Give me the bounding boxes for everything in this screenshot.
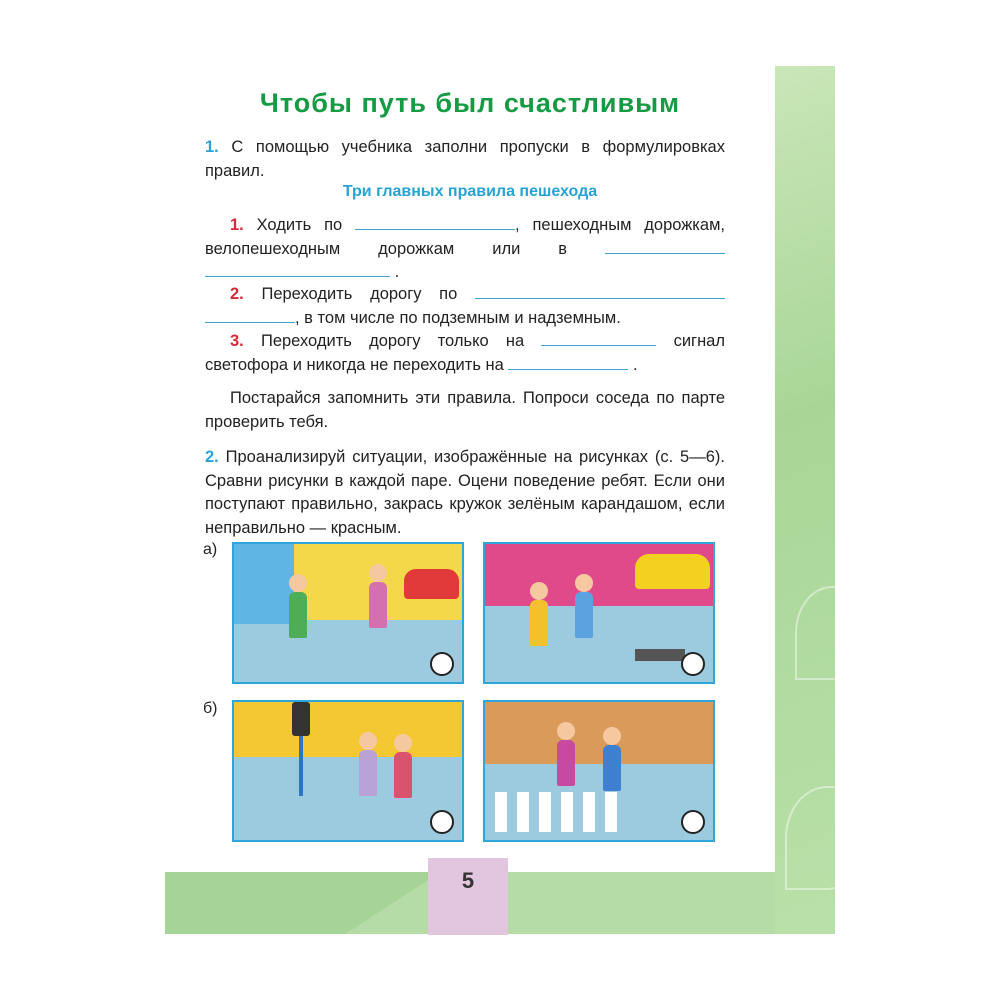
- fill-blank[interactable]: [508, 355, 628, 370]
- fill-blank[interactable]: [205, 262, 390, 277]
- child: [603, 727, 621, 745]
- fill-blank[interactable]: [605, 239, 725, 254]
- child: [575, 574, 593, 592]
- answer-circle[interactable]: [430, 810, 454, 834]
- child: [394, 734, 412, 752]
- task-number: 2.: [205, 448, 219, 466]
- task-2: [205, 446, 725, 540]
- rule-1: [205, 214, 725, 285]
- child: [359, 750, 377, 796]
- illustration-b2: [483, 700, 715, 842]
- child: [369, 564, 387, 582]
- traffic-light-icon: [292, 702, 310, 736]
- answer-circle[interactable]: [430, 652, 454, 676]
- fill-blank[interactable]: [205, 308, 295, 323]
- rules-heading: Три главных правила пешехода: [342, 183, 598, 200]
- child: [557, 740, 575, 786]
- car: [635, 554, 710, 589]
- illustration-a1: [232, 542, 464, 684]
- child: [359, 732, 377, 750]
- crosswalk: [495, 792, 625, 832]
- fill-blank[interactable]: [541, 331, 656, 346]
- page-number: 5: [428, 858, 508, 935]
- child: [394, 752, 412, 798]
- fill-blank[interactable]: [475, 284, 725, 299]
- leaf-icon: [795, 586, 869, 680]
- page-title: Чтобы путь был счастливым: [259, 88, 681, 118]
- rule-text: , пешеходным дорожкам, велопешеходным дорожкам или в: [205, 216, 725, 258]
- rule-2: [205, 283, 725, 330]
- child: [575, 592, 593, 638]
- rule-text: сигнал светофора и никогда не переходить на: [205, 332, 725, 374]
- leaf-icon: [785, 786, 869, 890]
- illustration-b1: [232, 700, 464, 842]
- row-label-b: б): [203, 700, 218, 717]
- task-number: 1.: [205, 138, 219, 156]
- rule-text: .: [632, 355, 638, 374]
- child: [557, 722, 575, 740]
- rule-text: Ходить по: [256, 216, 343, 234]
- task-text: С помощью учебника заполни пропуски в формулировках правил.: [205, 138, 725, 180]
- rule-number: 2.: [230, 285, 244, 303]
- task-1: [205, 136, 725, 183]
- child: [369, 582, 387, 628]
- rule-text: .: [394, 263, 400, 281]
- rule-number: 1.: [230, 216, 244, 234]
- task-text: Проанализируй ситуации, изображённые на рисунках (с. 5—6). Сравни рисунки в каждой паре. Оцени поведение ребят. Если они поступают правильно, закрась кружок зелёным карандашом, если неправильно — красным.: [205, 448, 725, 537]
- rule-text: Переходить дорогу только на: [260, 332, 525, 350]
- illustration-a2: [483, 542, 715, 684]
- reminder-text: Постарайся запомнить эти правила. Попроси соседа по парте проверить тебя.: [205, 389, 725, 431]
- child: [289, 574, 307, 592]
- rule-text: , в том числе по подземным и надземным.: [295, 308, 621, 327]
- row-label-a: а): [203, 541, 218, 558]
- rule-text: Переходить дорогу по: [261, 285, 458, 303]
- child: [530, 600, 548, 646]
- drain-grate: [635, 649, 685, 661]
- car: [404, 569, 459, 599]
- child: [289, 592, 307, 638]
- rule-3: [205, 330, 725, 377]
- child: [530, 582, 548, 600]
- child: [603, 745, 621, 791]
- answer-circle[interactable]: [681, 810, 705, 834]
- traffic-light-pole: [299, 736, 303, 796]
- rule-number: 3.: [230, 332, 244, 350]
- fill-blank[interactable]: [355, 215, 515, 230]
- answer-circle[interactable]: [681, 652, 705, 676]
- building: [234, 544, 294, 624]
